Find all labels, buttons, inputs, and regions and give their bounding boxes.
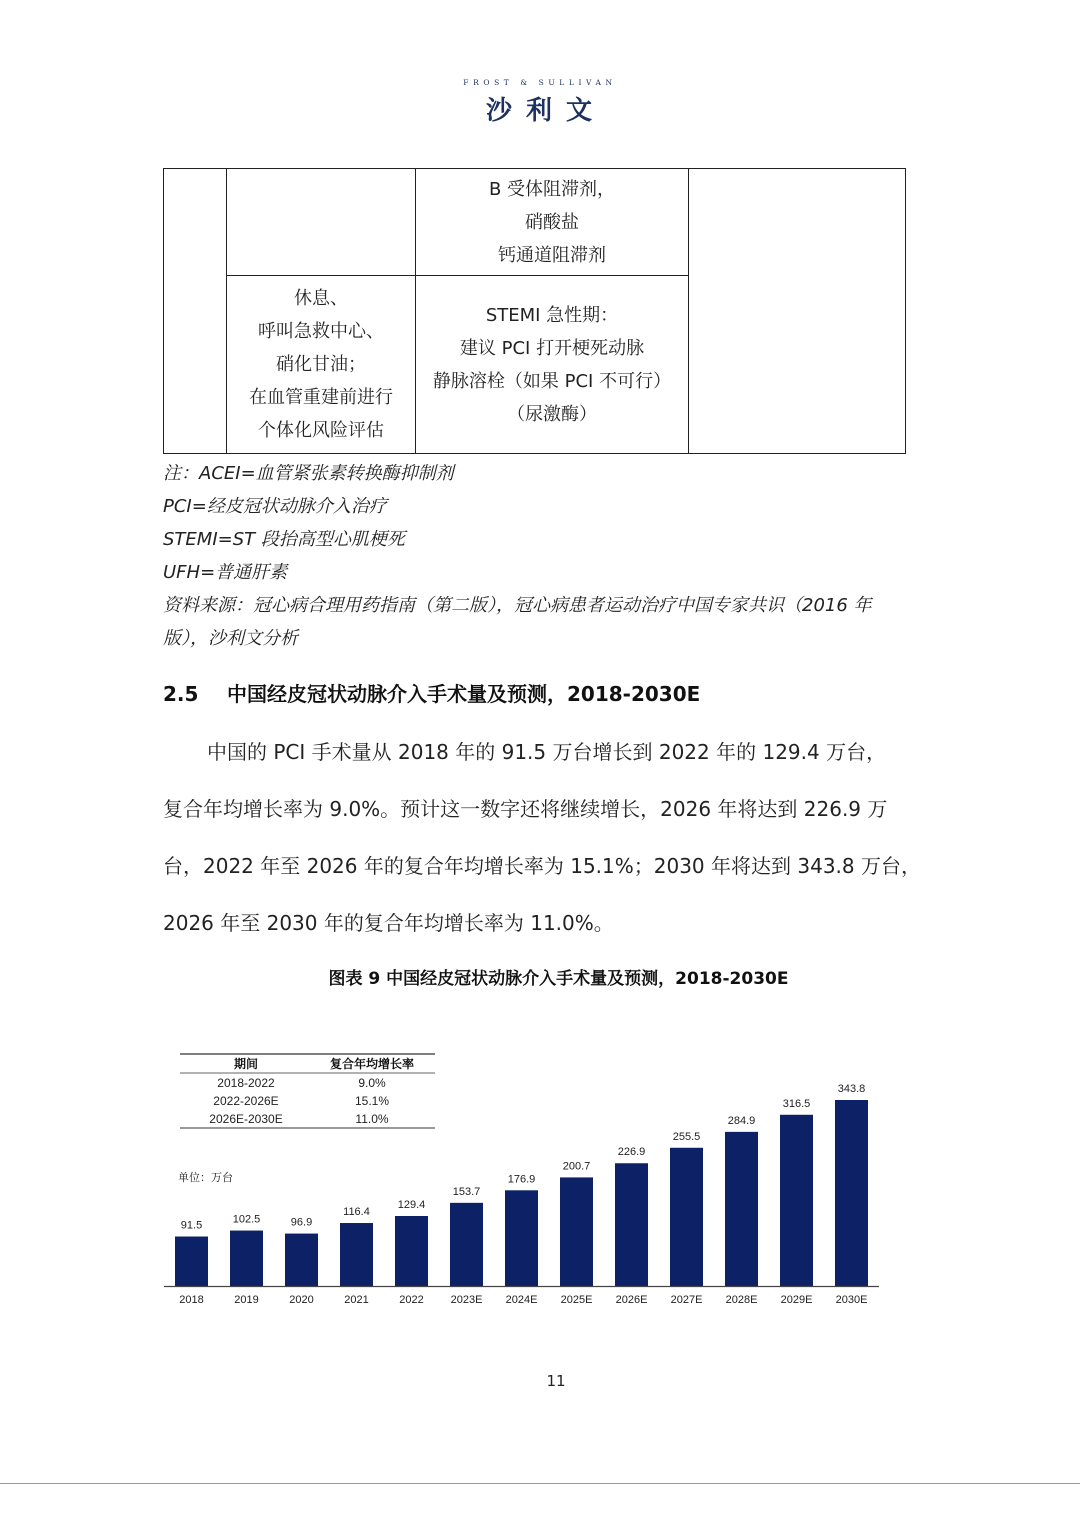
table-cell xyxy=(227,276,416,454)
bar-2027E xyxy=(670,1148,703,1286)
cagr-header-rate: 复合年均增长率 xyxy=(329,1057,415,1071)
x-tick-label-2025E: 2025E xyxy=(560,1294,593,1306)
note-line: STEMI=ST 段抬高型心肌梗死 xyxy=(163,529,405,550)
x-tick-label-2028E: 2028E xyxy=(725,1294,758,1306)
bottom-divider xyxy=(0,1483,1080,1484)
unit-label: 单位：万台 xyxy=(178,1172,233,1184)
cell-line: 钙通道阻滞剂 xyxy=(498,244,606,266)
cell-line: 硝酸盐 xyxy=(525,211,579,233)
treatment-table xyxy=(163,168,906,454)
pci-volume-bar-chart xyxy=(150,1040,890,1320)
bar-2029E xyxy=(780,1115,813,1286)
paragraph-line: 中国的 PCI 手术量从 2018 年的 91.5 万台增长到 2022 年的 129.4 万台， xyxy=(207,740,887,764)
table-notes xyxy=(163,457,923,655)
bar-2021 xyxy=(340,1223,373,1286)
value-label-2027E: 255.5 xyxy=(672,1130,701,1143)
cagr-period-cell: 2018-2022 xyxy=(217,1076,275,1090)
note-line: 资料来源：冠心病合理用药指南（第二版），冠心病患者运动治疗中国专家共识（2016 年 xyxy=(163,595,872,616)
note-line: UFH=普通肝素 xyxy=(163,562,288,583)
value-label-2024E: 176.9 xyxy=(507,1173,536,1186)
cagr-rate-cell: 11.0% xyxy=(355,1112,389,1126)
x-tick-label-2021: 2021 xyxy=(344,1294,369,1306)
table-cell xyxy=(689,169,906,454)
value-label-2022: 129.4 xyxy=(397,1198,426,1211)
cell-line: 呼叫急救中心、 xyxy=(258,321,384,343)
x-tick-label-2020: 2020 xyxy=(289,1294,314,1306)
logo xyxy=(0,78,1080,127)
x-tick-label-2027E: 2027E xyxy=(670,1294,703,1306)
section-title: 中国经皮冠状动脉介入手术量及预测，2018-2030E xyxy=(227,682,701,706)
x-tick-label-2022: 2022 xyxy=(399,1294,424,1306)
cagr-period-cell: 2022-2026E xyxy=(213,1094,279,1108)
x-tick-label-2019: 2019 xyxy=(234,1294,259,1306)
cell-line: 个体化风险评估 xyxy=(258,420,384,442)
cell-line: 建议 PCI 打开梗死动脉 xyxy=(459,337,645,359)
table-cell xyxy=(227,169,416,276)
bar-2023E xyxy=(450,1203,483,1286)
value-label-2029E: 316.5 xyxy=(782,1097,811,1110)
logo-english: FROST & SULLIVAN xyxy=(463,78,617,87)
page-number: 11 xyxy=(546,1372,566,1390)
value-label-2018: 91.5 xyxy=(180,1219,203,1232)
cell-line: 在血管重建前进行 xyxy=(249,387,393,409)
cell-line: STEMI 急性期： xyxy=(485,304,619,326)
note-line: PCI=经皮冠状动脉介入治疗 xyxy=(163,496,387,517)
x-tick-label-2030E: 2030E xyxy=(835,1294,868,1306)
value-label-2020: 96.9 xyxy=(290,1216,313,1229)
value-label-2026E: 226.9 xyxy=(617,1146,646,1159)
cagr-rate-cell: 15.1% xyxy=(354,1094,390,1108)
bar-2019 xyxy=(230,1231,263,1286)
value-label-2023E: 153.7 xyxy=(452,1185,481,1198)
table-cell xyxy=(164,169,227,454)
note-line: 版），沙利文分析 xyxy=(163,628,298,649)
bar-2028E xyxy=(725,1132,758,1286)
value-label-2030E: 343.8 xyxy=(837,1083,866,1095)
bar-2020 xyxy=(285,1234,318,1286)
note-line: 注：ACEI=血管紧张素转换酶抑制剂 xyxy=(163,463,454,484)
x-tick-label-2026E: 2026E xyxy=(615,1294,648,1306)
cell-line: （尿激酶） xyxy=(507,403,597,425)
paragraph-line: 台，2022 年至 2026 年的复合年均增长率为 15.1%；2030 年将达到 343.8 万台， xyxy=(163,854,921,878)
bar-2024E xyxy=(505,1190,538,1286)
figure-title: 图表 9 中国经皮冠状动脉介入手术量及预测，2018-2030E xyxy=(328,969,789,989)
table-cell xyxy=(416,169,689,276)
bar-2018 xyxy=(175,1236,208,1286)
cagr-rate-cell: 9.0% xyxy=(358,1076,386,1090)
value-label-2025E: 200.7 xyxy=(562,1160,591,1173)
cell-line: B 受体阻滞剂， xyxy=(488,178,616,200)
cagr-period-cell: 2026E-2030E xyxy=(209,1112,283,1126)
bar-2022 xyxy=(395,1216,428,1286)
cell-line: 休息、 xyxy=(294,288,348,310)
x-tick-label-2023E: 2023E xyxy=(450,1294,483,1306)
paragraph-line: 复合年均增长率为 9.0%。预计这一数字还将继续增长，2026 年将达到 226.9 万 xyxy=(163,797,888,821)
section-heading xyxy=(163,678,700,707)
section-number: 2.5 xyxy=(163,682,199,706)
bar-2026E xyxy=(615,1163,648,1286)
logo-chinese: 沙利文 xyxy=(485,96,606,126)
value-label-2021: 116.4 xyxy=(343,1206,370,1219)
x-tick-label-2018: 2018 xyxy=(179,1294,204,1306)
x-tick-label-2024E: 2024E xyxy=(505,1294,538,1306)
bar-2030E xyxy=(835,1100,868,1286)
bar-2025E xyxy=(560,1177,593,1286)
table-cell xyxy=(416,276,689,454)
value-label-2019: 102.5 xyxy=(232,1213,261,1226)
cell-line: 静脉溶栓（如果 PCI 不可行） xyxy=(432,370,672,392)
value-label-2028E: 284.9 xyxy=(727,1114,756,1127)
paragraph-line: 2026 年至 2030 年的复合年均增长率为 11.0%。 xyxy=(163,911,614,935)
cagr-header-period: 期间 xyxy=(233,1057,259,1071)
table-row xyxy=(164,169,906,276)
cell-line: 硝化甘油； xyxy=(276,354,366,376)
x-tick-label-2029E: 2029E xyxy=(780,1294,813,1306)
body-paragraph xyxy=(163,724,923,952)
